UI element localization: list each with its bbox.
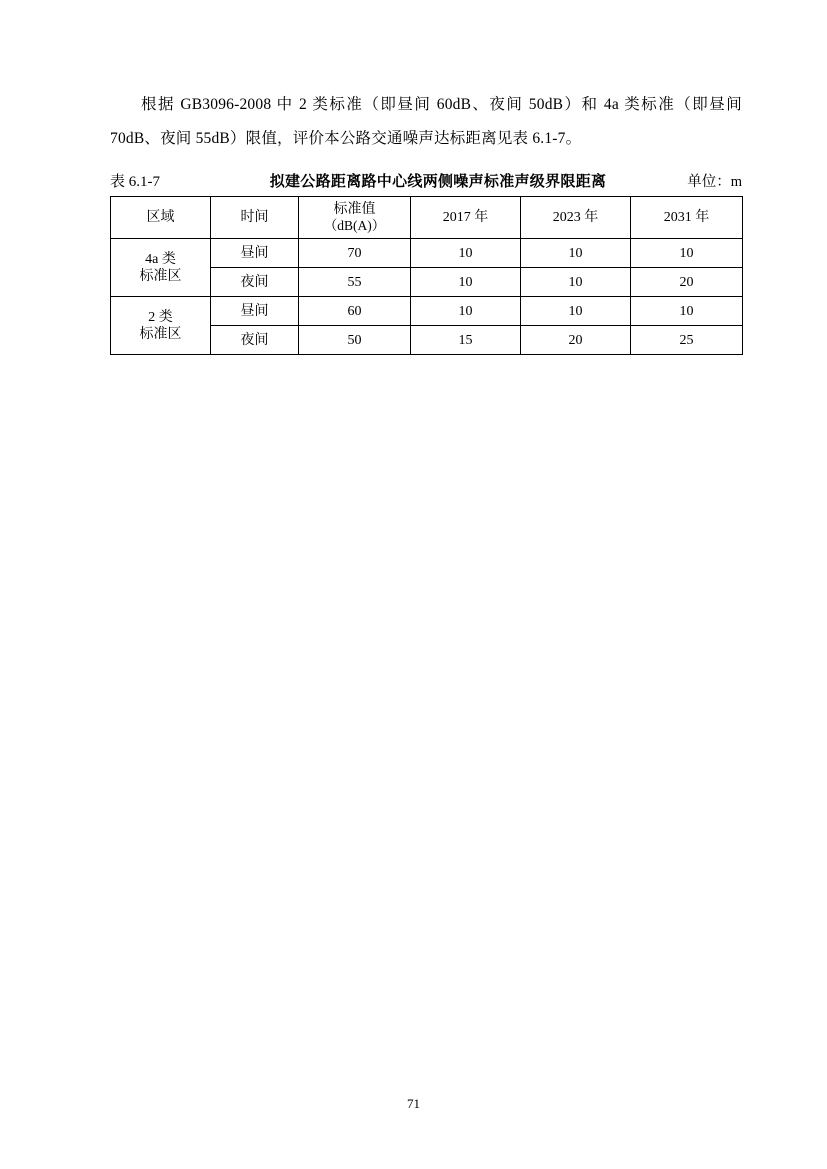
table-caption [110, 170, 742, 191]
header-year-2017: 2017 年 [411, 197, 521, 239]
cell-time: 昼间 [211, 297, 299, 326]
header-time: 时间 [211, 197, 299, 239]
header-year-2031: 2031 年 [631, 197, 743, 239]
cell-standard: 55 [299, 268, 411, 297]
header-zone: 区域 [111, 197, 211, 239]
zone-line-2: 标准区 [139, 268, 182, 284]
noise-standard-table [110, 196, 743, 355]
cell-standard: 50 [299, 326, 411, 355]
cell-2023: 10 [521, 268, 631, 297]
table-caption-title: 拟建公路距离路中心线两侧噪声标准声级界限距离 [269, 174, 607, 190]
cell-2031: 10 [631, 297, 743, 326]
cell-standard: 60 [299, 297, 411, 326]
body-paragraph: 根据 GB3096-2008 中 2 类标准（即昼间 60dB、夜间 50dB）和 4a 类标准（即昼间 70dB、夜间 55dB）限值，评价本公路交通噪声达标距离见表 6.1-7。 [110, 96, 742, 147]
cell-time: 夜间 [211, 268, 299, 297]
cell-2023: 10 [521, 239, 631, 268]
table-caption-number: 表 6.1-7 [110, 174, 160, 190]
header-year-2023: 2023 年 [521, 197, 631, 239]
zone-cell-4a [111, 239, 211, 297]
page-number: 71 [407, 1096, 420, 1111]
table-row [111, 239, 743, 268]
cell-2031: 10 [631, 239, 743, 268]
zone-line-1: 2 类 [148, 309, 173, 325]
cell-2017: 15 [411, 326, 521, 355]
cell-2023: 10 [521, 297, 631, 326]
zone-cell-2 [111, 297, 211, 355]
table-row [111, 297, 743, 326]
cell-2017: 10 [411, 297, 521, 326]
table-header-row [111, 197, 743, 239]
cell-2023: 20 [521, 326, 631, 355]
cell-2031: 20 [631, 268, 743, 297]
cell-2017: 10 [411, 239, 521, 268]
cell-standard: 70 [299, 239, 411, 268]
cell-2017: 10 [411, 268, 521, 297]
header-standard-unit: （dB(A)） [323, 218, 386, 233]
zone-line-1: 4a 类 [145, 251, 176, 267]
table-caption-unit: 单位：m [687, 174, 742, 190]
header-standard-label: 标准值 [333, 202, 376, 217]
cell-2031: 25 [631, 326, 743, 355]
page-content [110, 88, 742, 355]
cell-time: 昼间 [211, 239, 299, 268]
zone-line-2: 标准区 [139, 326, 182, 342]
cell-time: 夜间 [211, 326, 299, 355]
header-standard [299, 197, 411, 239]
